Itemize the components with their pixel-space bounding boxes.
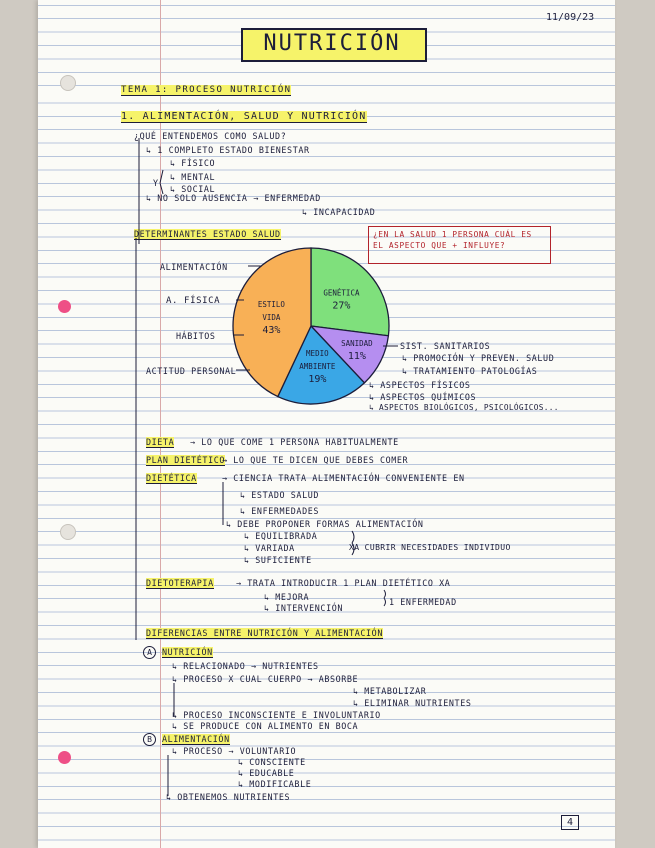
pie-value-label: 11% — [347, 350, 366, 362]
date: 11/09/23 — [546, 12, 595, 23]
y-bracket — [160, 170, 163, 194]
circled-a: A — [143, 646, 156, 659]
sanidad-note: ↳ PROMOCIÓN Y PREVEN. SALUD — [402, 353, 555, 363]
pie-category-label: ESTILO — [257, 300, 285, 310]
alimentacion-item: ↳ OBTENEMOS NUTRIENTES — [166, 792, 291, 802]
label-habitos: HÁBITOS — [176, 331, 216, 341]
alimentacion-subitem: ↳ CONSCIENTE — [238, 757, 306, 767]
def-dietoterapia: → TRATA INTRODUCIR 1 PLAN DIETÉTICO XA — [236, 578, 451, 588]
term-dieta: DIETA — [146, 437, 175, 447]
forma-item: ↳ VARIADA — [244, 543, 295, 553]
forma-item: ↳ EQUILIBRADA — [244, 531, 318, 541]
pie-category-label: VIDA — [262, 313, 281, 323]
label-actitud: ACTITUD PERSONAL — [146, 366, 237, 376]
def-dietetica: → CIENCIA TRATA ALIMENTACIÓN CONVENIENTE EN — [222, 473, 465, 483]
page-title: NUTRICIÓN — [263, 31, 401, 56]
pie-category-label: SANIDAD — [341, 338, 373, 348]
pie-value-label: 27% — [332, 300, 351, 312]
ambiente-note: ↳ ASPECTOS BIOLÓGICOS, PSICOLÓGICOS... — [369, 403, 559, 412]
determinantes-heading: DETERMINANTES ESTADO SALUD — [134, 229, 281, 239]
nutricion-subitem: ↳ METABOLIZAR — [353, 686, 427, 696]
ambiente-note: ↳ ASPECTOS FÍSICOS — [369, 380, 471, 390]
question-text: ¿EN LA SALUD 1 PERSONA CUÁL ES EL ASPECTO QUE + INFLUYE? — [373, 230, 532, 250]
def-plan: → LO QUE TE DICEN QUE DEBES COMER — [222, 455, 409, 465]
incapacidad-line: ↳ INCAPACIDAD — [302, 207, 376, 217]
label-a-fisica: A. FÍSICA — [166, 296, 221, 306]
social-line: ↳ SOCIAL — [170, 184, 216, 194]
salud-question: ¿QUÉ ENTENDEMOS COMO SALUD? — [134, 131, 287, 141]
sanidad-note: SIST. SANITARIOS — [400, 341, 491, 351]
alimentacion-subitem: ↳ EDUCABLE — [238, 768, 295, 778]
cubrir-brace — [352, 531, 354, 555]
fisico-line: ↳ FÍSICO — [170, 158, 216, 168]
def-dieta: → LO QUE COME 1 PERSONA HABITUALMENTE — [190, 437, 399, 447]
nutricion-heading: NUTRICIÓN — [162, 647, 213, 657]
forma-item: ↳ SUFICIENTE — [244, 555, 312, 565]
enfermedad-line: 1 ENFERMEDAD — [389, 597, 457, 607]
estado-line: ↳ 1 COMPLETO ESTADO BIENESTAR — [146, 145, 310, 155]
term-dietetica: DIETÉTICA — [146, 473, 197, 483]
alimentacion-subitem: ↳ MODIFICABLE — [238, 779, 312, 789]
dietetica-item: ↳ ENFERMEDADES — [240, 506, 319, 516]
pie-value-label: 43% — [262, 325, 281, 337]
nutricion-item: ↳ SE PRODUCE CON ALIMENTO EN BOCA — [172, 721, 359, 731]
alimentacion-heading: ALIMENTACIÓN — [162, 734, 230, 744]
dietetica-item: ↳ ESTADO SALUD — [240, 490, 319, 500]
mental-line: ↳ MENTAL — [170, 172, 216, 182]
no-solo-line: ↳ NO SOLO AUSENCIA → ENFERMEDAD — [146, 193, 321, 203]
term-plan: PLAN DIETÉTICO — [146, 455, 225, 465]
tema-heading: TEMA 1: PROCESO NUTRICIÓN — [121, 85, 292, 95]
alimentacion-item: ↳ PROCESO → VOLUNTARIO — [172, 746, 297, 756]
dietoterapia-item: ↳ MEJORA — [264, 592, 310, 602]
pie-category-label: MEDIO — [306, 349, 329, 359]
label-alimentacion: ALIMENTACIÓN — [160, 262, 228, 272]
pie-category-label: GENÉTICA — [323, 288, 360, 298]
nutricion-item: ↳ PROCESO INCONSCIENTE E INVOLUNTARIO — [172, 710, 381, 720]
nutricion-item: ↳ PROCESO X CUAL CUERPO → ABSORBE — [172, 674, 359, 684]
page-number: 4 — [561, 815, 579, 830]
pie-category-label: AMBIENTE — [299, 362, 336, 372]
cubrir-line: XA CUBRIR NECESIDADES INDIVIDUO — [349, 543, 511, 552]
enfermedad-brace — [384, 590, 386, 606]
ambiente-note: ↳ ASPECTOS QUÍMICOS — [369, 392, 477, 402]
sanidad-note: ↳ TRATAMIENTO PATOLOGÍAS — [402, 366, 538, 376]
nutricion-item: ↳ RELACIONADO → NUTRIENTES — [172, 661, 319, 671]
diferencias-heading: DIFERENCIAS ENTRE NUTRICIÓN Y ALIMENTACIÓN — [146, 628, 383, 638]
dietetica-item: ↳ DEBE PROPONER FORMAS ALIMENTACIÓN — [226, 519, 424, 529]
section-heading: 1. ALIMENTACIÓN, SALUD Y NUTRICIÓN — [121, 111, 367, 122]
term-dietoterapia: DIETOTERAPIA — [146, 578, 214, 588]
circled-b: B — [143, 733, 156, 746]
y-label: Y — [153, 178, 159, 188]
nutricion-subitem: ↳ ELIMINAR NUTRIENTES — [353, 698, 472, 708]
dietoterapia-item: ↳ INTERVENCIÓN — [264, 603, 343, 613]
pie-value-label: 19% — [308, 374, 327, 386]
